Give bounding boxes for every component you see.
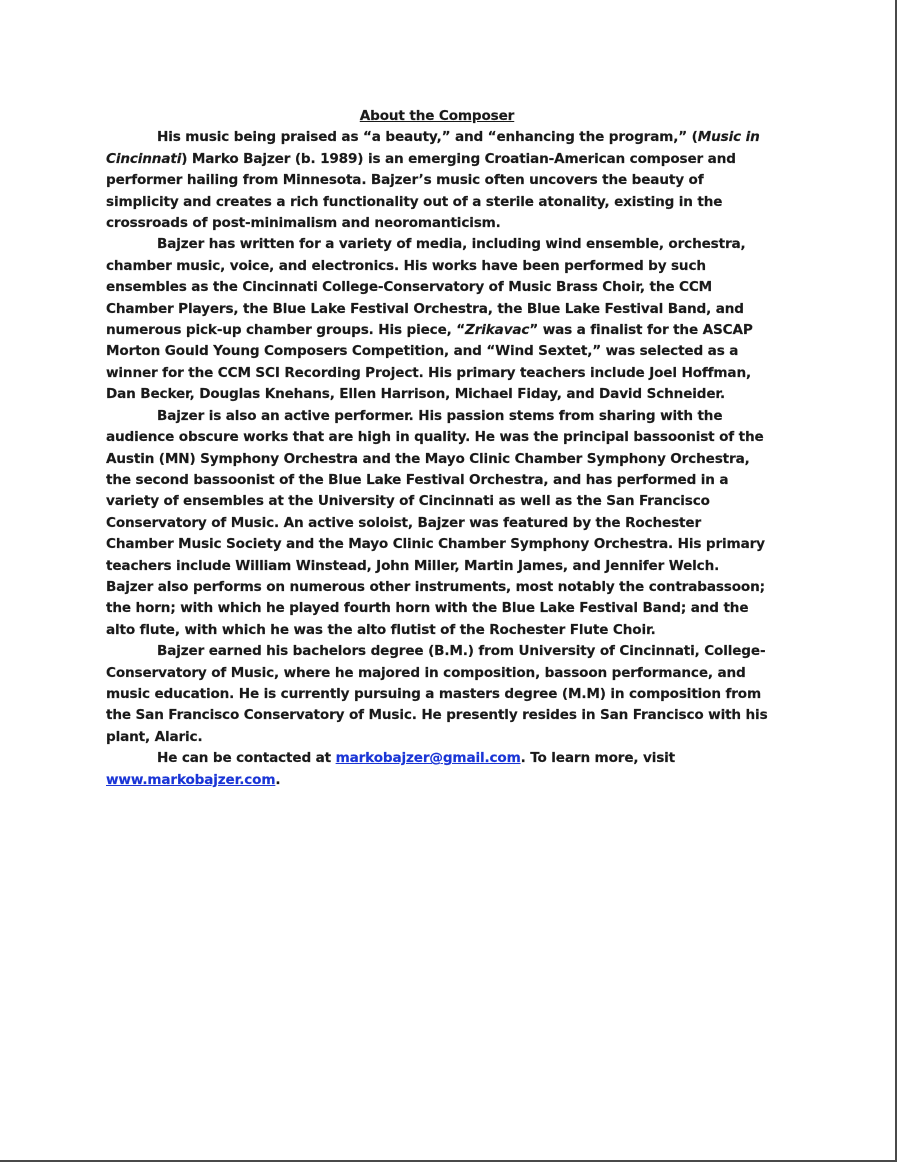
paragraph-contact-text-b: . To learn more, visit xyxy=(520,750,676,767)
paragraph-performer: Bajzer is also an active performer. His passion stems from sharing with the audience obscure works that are high in quality. He was the principal bassoonist of the Austin (MN) Symphony Orchestra and the Mayo Clinic Chamber Symphony Orchestra, the second bassoonist of the Blue Lake Festival Orchestra, and has performed in a variety of ensembles at the University of Cincinnati as well as the San Francisco Conservatory of Music. An active soloist, Bajzer was featured by the Rochester Chamber Music Society and the Mayo Clinic Chamber Symphony Orchestra. His primary teachers include William Winstead, John Miller, Martin James, and Jennifer Welch. Bajzer also performs on numerous other instruments, most notably the contrabassoon; the horn; with which he played fourth horn with the Blue Lake Festival Band; and the alto flute, with which he was the alto flutist of the Rochester Flute Choir. xyxy=(106,407,765,638)
document-title: About the Composer xyxy=(359,108,515,124)
paragraph-compositions-piece-title: Zrikavac xyxy=(465,322,530,339)
paragraph-contact xyxy=(106,748,768,791)
paragraph-intro-source: Music in Cincinnati xyxy=(106,129,760,167)
paragraph-contact-text-a: He can be contacted at xyxy=(157,750,336,767)
email-link[interactable]: markobajzer@gmail.com xyxy=(335,750,521,767)
paragraph-compositions xyxy=(106,234,768,405)
website-link[interactable]: www.markobajzer.com xyxy=(106,771,276,788)
paragraph-intro xyxy=(106,127,768,234)
paragraph-compositions-text-a: Bajzer has written for a variety of media, including wind ensemble, orchestra, chamber music, voice, and electronics. His works have been performed by such ensembles as the Cincinnati College-Conservatory of Music Brass Choir, the CCM Chamber Players, the Blue Lake Festival Orchestra, the Blue Lake Festival Band, and numerous pick-up chamber groups. His piece, “ xyxy=(106,236,746,339)
paragraph-intro-text-a: His music being praised as “a beauty,” and “enhancing the program,” ( xyxy=(157,129,698,146)
paragraph-education: Bajzer earned his bachelors degree (B.M.) from University of Cincinnati, College-Conservatory of Music, where he majored in composition, bassoon performance, and music education. He is currently pursuing a masters degree (M.M) in composition from the San Francisco Conservatory of Music. He presently resides in San Francisco with his plant, Alaric. xyxy=(106,643,768,745)
paragraph-intro-text-c: ) Marko Bajzer (b. 1989) is an emerging Croatian-American composer and performer hailing from Minnesota. Bajzer’s music often uncovers the beauty of simplicity and creates a rich functionality out of a sterile atonality, existing in the crossroads of post-minimalism and neoromanticism. xyxy=(106,150,736,232)
paragraph-compositions-text-c: ” was a finalist for the ASCAP Morton Gould Young Composers Competition, and “Wind Sextet,” was selected as a winner for the CCM SCI Recording Project. His primary teachers include Joel Hoffman, Dan Becker, Douglas Knehans, Ellen Harrison, Michael Fiday, and David Schneider. xyxy=(106,322,753,403)
paragraph-contact-text-c: . xyxy=(275,771,281,788)
document-body xyxy=(106,106,768,791)
